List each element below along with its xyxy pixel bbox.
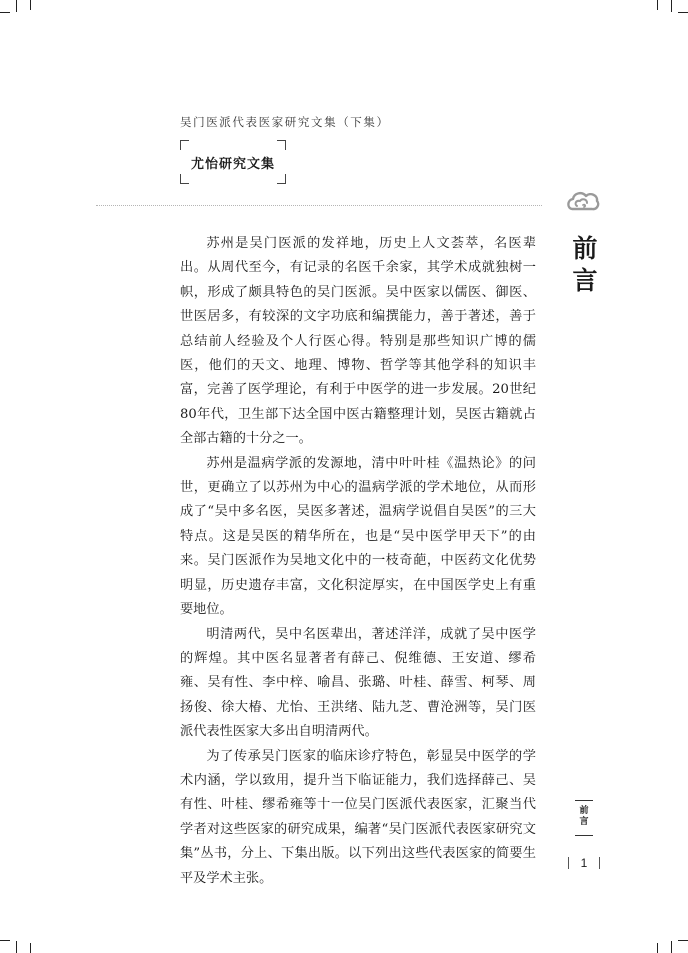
body-text (180, 232, 536, 891)
crop-mark-top-right-v2 (657, 0, 658, 10)
crop-mark-bottom-left-v2 (30, 943, 31, 953)
header-divider (96, 205, 542, 206)
section-side-tab (575, 800, 593, 836)
paragraph: 苏州是温病学派的发源地，清中叶叶桂《温热论》的问世，更确立了以苏州为中心的温病学派的学术地位，从而形成了“吴中多名医，吴医多著述，温病学说倡自吴医”的三大特点。这是吴医的精华所在，也是“吴中医学甲天下”的由来。吴门医派作为吴地文化中的一枝奇葩，中医药文化优势明显，历史遗存丰富，文化积淀厚实，在中国医学史上有重要地位。 (180, 455, 536, 618)
crop-mark-top-right-h (678, 12, 688, 13)
page-number-bar-right (599, 857, 600, 869)
section-heading: 前言 (572, 234, 598, 295)
book-title-box (180, 140, 286, 184)
crop-mark-bottom-right-h (678, 940, 688, 941)
cloud-ornament-icon (566, 190, 600, 216)
crop-mark-top-left-h (0, 12, 10, 13)
crop-mark-top-right-v (671, 0, 672, 12)
box-corner-bottom-left (180, 174, 189, 184)
paragraph: 苏州是吴门医派的发祥地，历史上人文荟萃，名医辈出。从周代至今，有记录的名医千余家，其学术成就独树一帜，形成了颇具特色的吴门医派。吴中医家以儒医、御医、世医居多，有较深的文字功底和编撰能力，善于著述，善于总结前人经验及个人行医心得。特别是那些知识广博的儒医，他们的天文、地理、博物、哲学等其他学科的知识丰富，完善了医学理论，有利于中医学的进一步发展。20世纪80年代，卫生部下达全国中医古籍整理计划，吴医古籍就占全部古籍的十分之一。 (180, 236, 536, 447)
crop-mark-bottom-right-v (671, 941, 672, 953)
paragraph: 为了传承吴门医家的临床诊疗特色，彰显吴中医学的学术内涵，学以致用，提升当下临证能力，我们选择薛己、吴有性、叶桂、缪希雍等十一位吴门医派代表医家，汇聚当代学者对这些医家的研究成果，编著“吴门医派代表医家研究文集”丛书，分上、下集出版。以下列出这些代表医家的简要生平及学术主张。 (180, 748, 536, 886)
crop-mark-bottom-right-v2 (657, 943, 658, 953)
book-title: 尤怡研究文集 (190, 157, 275, 172)
crop-mark-bottom-left-v (16, 941, 17, 953)
box-corner-bottom-right (277, 174, 286, 184)
crop-mark-top-left-v2 (30, 0, 31, 10)
crop-mark-top-left-v (16, 0, 17, 12)
page-number-bar-left (568, 857, 569, 869)
crop-mark-bottom-left-h (0, 940, 10, 941)
box-corner-top-right (277, 140, 286, 150)
side-tab-label: 前言 (579, 806, 589, 827)
box-corner-top-left (180, 140, 189, 150)
page-number-box (568, 854, 600, 872)
series-title: 吴门医派代表医家研究文集（下集） (180, 115, 390, 129)
paragraph: 明清两代，吴中名医辈出，著述洋洋，成就了吴中医学的辉煌。其中医名显著者有薛己、倪维德、王安道、缪希雍、吴有性、李中梓、喻昌、张璐、叶桂、薛雪、柯琴、周扬俊、徐大椿、尤怡、王洪绪、陆九芝、曹沧洲等，吴门医派代表性医家大多出自明清两代。 (180, 626, 536, 740)
page-number: 1 (580, 856, 588, 870)
